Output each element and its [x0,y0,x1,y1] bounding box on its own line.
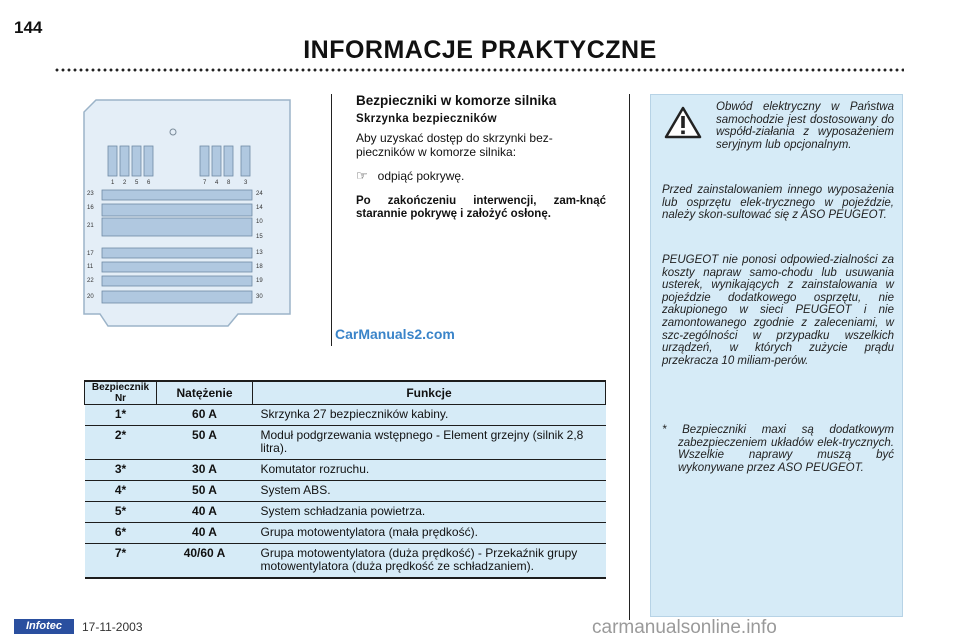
diagram-label: 21 [87,223,94,229]
fuse-function: Skrzynka 27 bezpieczników kabiny. [253,405,606,426]
infotec-logo: Infotec [14,619,74,634]
footer-date: 17-11-2003 [82,620,143,634]
watermark-link[interactable]: CarManuals2.com [335,326,455,342]
fuse-slot-shape [102,204,252,216]
fuse-number: 5* [85,502,157,523]
fuse-number: 2* [85,426,157,460]
fuse-function: Grupa motowentylatora (duża prędkość) - Przekaźnik grupy motowentylatora (duża prędkość ze schładzaniem). [253,544,606,579]
fuse-slot-shape [102,291,252,303]
diagram-label: 16 [87,205,94,211]
fuse-function: Moduł podgrzewania wstępnego - Element grzejny (silnik 2,8 litra). [253,426,606,460]
fuse-slot-shape [102,262,252,272]
fuse-number: 7* [85,544,157,579]
maxi-fuse-shape [144,146,153,176]
fuse-slot-shape [102,218,252,236]
column-header-fuse-number: Bezpiecznik Nr [85,381,157,405]
diagram-label: 11 [87,264,94,270]
step-item [356,168,464,184]
column-divider [629,94,630,620]
table-row [85,523,606,544]
column-header-functions: Funkcje [253,381,606,405]
fuse-amperage: 50 A [157,481,253,502]
page-title: INFORMACJE PRAKTYCZNE [303,36,657,64]
fuse-amperage: 30 A [157,460,253,481]
subsection-title: Skrzynka bezpieczników [356,113,497,125]
closing-instructions: Po zakończeniu interwencji, zam-knąć starannie pokrywę i założyć osłonę. [356,195,606,220]
diagram-label: 5 [135,180,139,186]
maxi-fuse-shape [108,146,117,176]
dotted-divider [54,68,904,72]
pointing-hand-icon: ☞ [356,168,368,183]
info-note: Przed zainstalowaniem innego wyposażenia lub osprzętu elek-trycznego w pojeździe, należy skon-sultować się z ASO PEUGEOT. [662,184,894,222]
fuse-slot-shape [102,248,252,258]
warning-triangle-icon [664,105,702,140]
diagram-label: 20 [87,294,94,300]
diagram-label: 3 [244,180,248,186]
diagram-label: 13 [256,250,263,256]
diagram-label: 2 [123,180,127,186]
fuse-function: System schładzania powietrza. [253,502,606,523]
info-note: Obwód elektryczny w Państwa samochodzie jest dostosowany do współd-ziałania z wyposażeniem seryjnym lub opcjonalnym. [716,101,894,151]
fuse-slot-shape [102,190,252,200]
diagram-label: 19 [256,278,263,284]
diagram-label: 24 [256,191,263,197]
fuse-function: Grupa motowentylatora (mała prędkość). [253,523,606,544]
diagram-label: 15 [256,234,263,240]
diagram-label: 4 [215,180,219,186]
maxi-fuse-shape [200,146,209,176]
fuse-number: 3* [85,460,157,481]
fuse-slot-shape [102,276,252,286]
fuse-amperage: 40/60 A [157,544,253,579]
table-row [85,481,606,502]
table-row [85,426,606,460]
diagram-label: 30 [256,294,263,300]
step-text: odpiąć pokrywę. [377,169,465,183]
fuse-amperage: 60 A [157,405,253,426]
fuse-number: 6* [85,523,157,544]
maxi-fuse-shape [241,146,250,176]
fuse-amperage: 50 A [157,426,253,460]
table-header-row [85,381,606,405]
access-instructions: Aby uzyskać dostęp do skrzynki bez-pieczników w komorze silnika: [356,131,553,159]
diagram-label: 22 [87,278,94,284]
fuse-function: System ABS. [253,481,606,502]
table-row [85,544,606,579]
fuse-amperage: 40 A [157,502,253,523]
diagram-label: 8 [227,180,231,186]
diagram-label: 17 [87,251,94,257]
diagram-label: 18 [256,264,263,270]
fuse-number: 4* [85,481,157,502]
diagram-label: 6 [147,180,151,186]
fuse-box-diagram [78,94,310,330]
page-number: 144 [14,18,43,37]
info-footnote: * Bezpieczniki maxi są dodatkowym zabezpieczeniem układów elek-trycznych. Wszelkie naprawy muszą być wykonywane przez ASO PEUGEOT. [662,424,894,474]
maxi-fuse-shape [132,146,141,176]
column-header-amperage: Natężenie [157,381,253,405]
maxi-fuse-shape [212,146,221,176]
column-divider [331,94,332,346]
diagram-label: 14 [256,205,263,211]
table-row [85,502,606,523]
diagram-label: 7 [203,180,207,186]
fuse-amperage: 40 A [157,523,253,544]
info-note: PEUGEOT nie ponosi odpowied-zialności za koszty napraw samo-chodu lub usuwania usterek, wynikających z zainstalowania w pojeździe dodatkowego osprzętu, nie zakupionego w sieci PEUGEOT i nie zamontowanego zgodnie z zaleceniami, w szc-zególności w przypadku wszelkich urządzeń, w których zużycie prądu przekracza 10 miliam-perów. [662,254,894,367]
table-row [85,405,606,426]
diagram-label: 1 [111,180,115,186]
diagram-label: 23 [87,191,94,197]
fuse-table [84,380,606,579]
table-row [85,460,606,481]
diagram-label: 10 [256,219,263,225]
fuse-function: Komutator rozruchu. [253,460,606,481]
maxi-fuse-shape [224,146,233,176]
section-title: Bezpieczniki w komorze silnika [356,93,557,108]
maxi-fuse-shape [120,146,129,176]
footer-site-link[interactable]: carmanualsonline.info [592,617,777,638]
fuse-number: 1* [85,405,157,426]
